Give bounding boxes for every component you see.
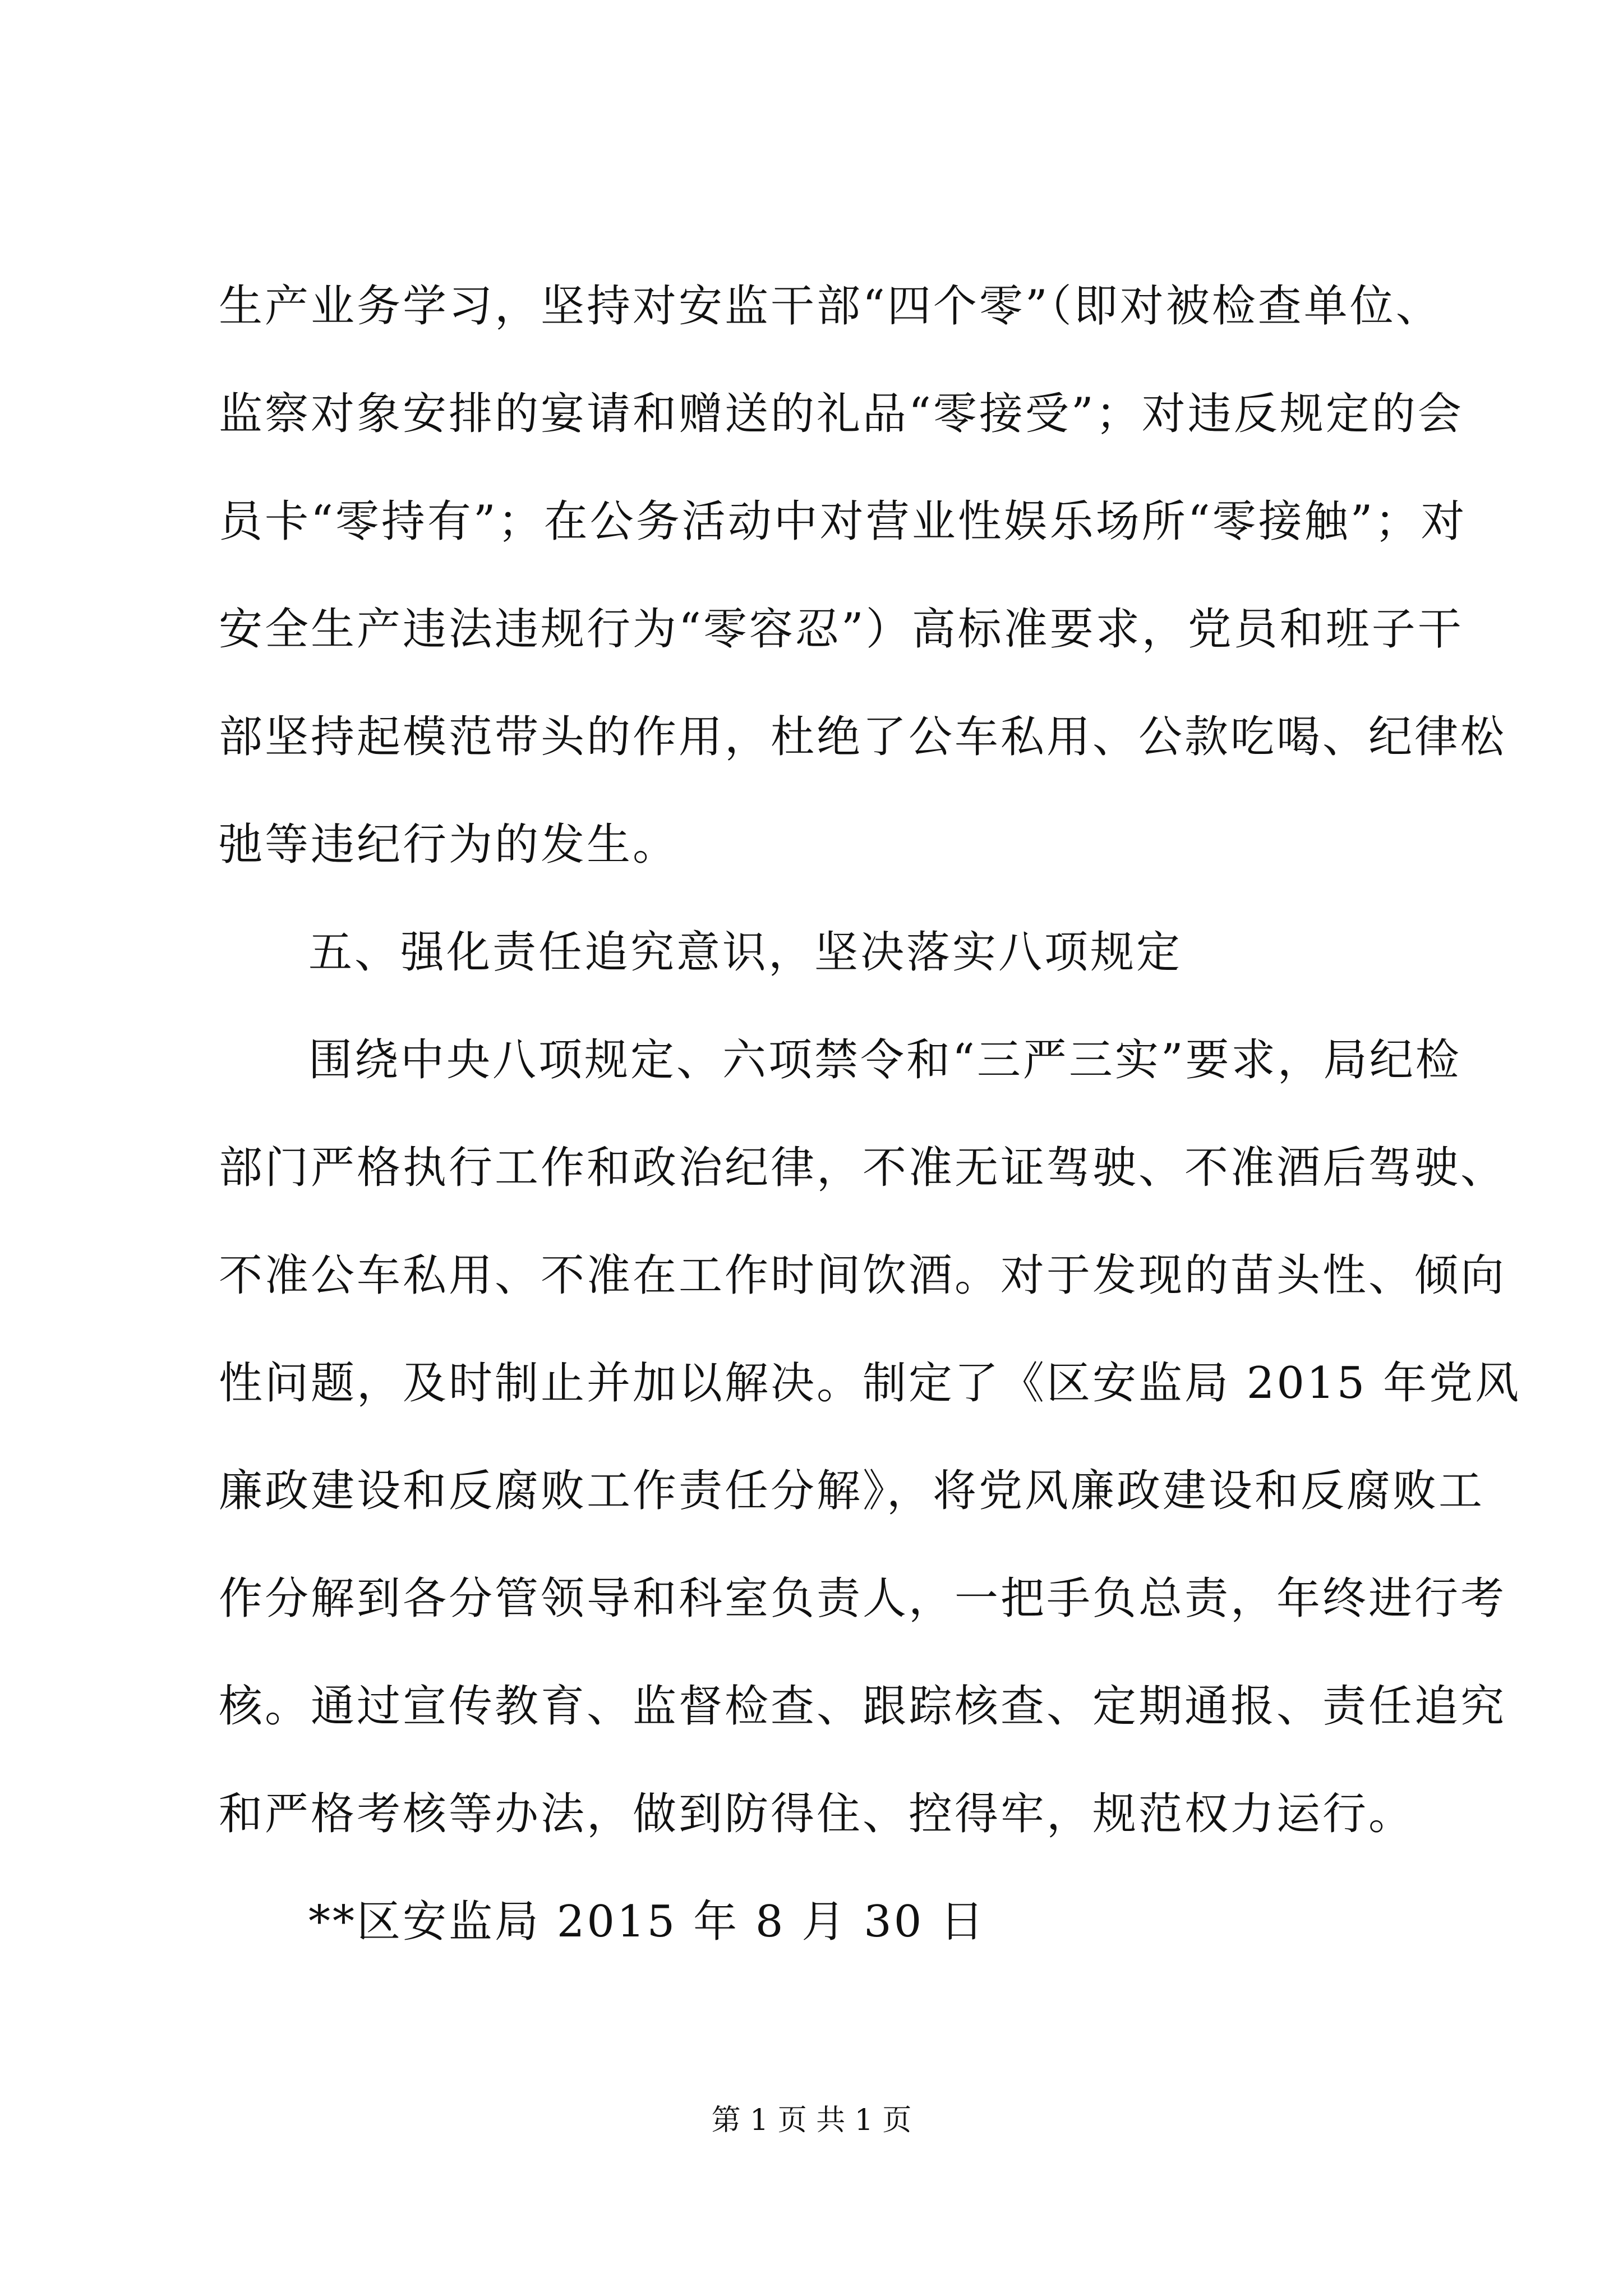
body-line: 核。通过宣传教育、监督检查、跟踪核查、定期通报、责任追究 — [219, 1681, 1507, 1732]
body-line: 部坚持起模范带头的作用，杜绝了公车私用、公款吃喝、纪律松 — [219, 712, 1507, 762]
section-heading: 五、强化责任追究意识，坚决落实八项规定 — [308, 927, 1183, 978]
body-line: 作分解到各分管领导和科室负责人，一把手负总责，年终进行考 — [219, 1573, 1507, 1624]
signature-date: **区安监局 2015 年 8 月 30 日 — [308, 1897, 986, 1947]
body-line: 廉政建设和反腐败工作责任分解》，将党风廉政建设和反腐败工 — [219, 1466, 1485, 1516]
body-line: 和严格考核等办法，做到防得住、控得牢，规范权力运行。 — [219, 1789, 1415, 1839]
body-line: 员卡“零持有”；在公务活动中对营业性娱乐场所“零接触”；对 — [219, 496, 1467, 547]
document-body — [219, 252, 1521, 1976]
body-line: 不准公车私用、不准在工作时间饮酒。对于发现的苗头性、倾向 — [219, 1250, 1507, 1301]
body-line: 部门严格执行工作和政治纪律，不准无证驾驶、不准酒后驾驶、 — [219, 1143, 1507, 1193]
body-line: 安全生产违法违规行为“零容忍”）高标准要求，党员和班子干 — [219, 604, 1464, 655]
body-line: 性问题，及时制止并加以解决。制定了《区安监局 2015 年党风 — [219, 1358, 1521, 1409]
body-line: 监察对象安排的宴请和赠送的礼品“零接受”；对违反规定的会 — [219, 389, 1464, 439]
page-footer: 第 1 页 共 1 页 — [711, 2104, 912, 2137]
body-line: 生产业务学习，坚持对安监干部“四个零”（即对被检查单位、 — [219, 281, 1442, 332]
body-line: 围绕中央八项规定、六项禁令和“三严三实”要求，局纪检 — [308, 1035, 1461, 1085]
body-line: 弛等违纪行为的发生。 — [219, 820, 679, 870]
